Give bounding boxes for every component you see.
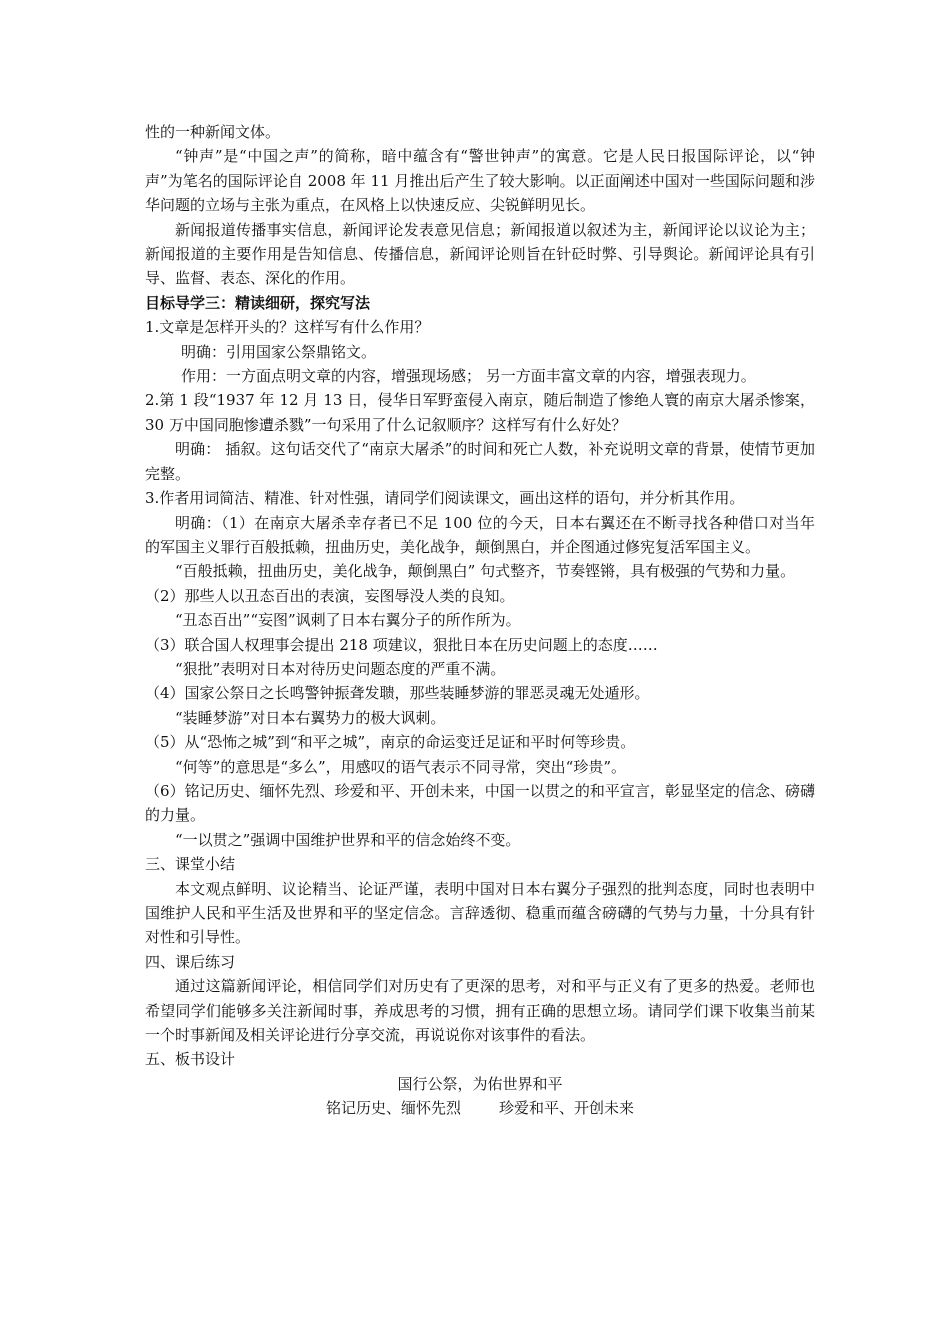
question-2: 2.第 1 段“1937 年 12 月 13 日，侵华日军野蛮侵入南京，随后制造了惨绝人寰的南京大屠杀惨案，30 万中国同胞惨遭杀戮”一句采用了什么记叙顺序？这样写有什么好处？ bbox=[145, 391, 815, 434]
section-heading-board: 五、板书设计 bbox=[145, 1050, 236, 1069]
answer-3-item-4: （4）国家公祭日之长鸣警钟振聋发聩，那些装睡梦游的罪恶灵魂无处遁形。 bbox=[145, 684, 650, 703]
board-title: 国行公祭，为佑世界和平 bbox=[397, 1074, 563, 1093]
answer-3-item-2-note: “丑态百出”“妄图”讽刺了日本右翼分子的所作所为。 bbox=[175, 611, 521, 630]
board-line bbox=[145, 1096, 815, 1120]
document-page bbox=[145, 120, 815, 1121]
exercise-text: 通过这篇新闻评论，相信同学们对历史有了更深的思考，对和平与正义有了更多的热爱。老师也希望同学们能够多关注新闻时事，养成思考的习惯，拥有正确的思想立场。请同学们课下收集当前某一个时事新闻及相关评论进行分享交流，再说说你对该事件的看法。 bbox=[145, 977, 815, 1045]
answer-3-item-5-note: “何等”的意思是“多么”，用感叹的语气表示不同寻常，突出“珍贵”。 bbox=[175, 757, 627, 776]
answer-3-item-6: （6）铭记历史、缅怀先烈、珍爱和平、开创未来，中国一以贯之的和平宣言，彰显坚定的信念、磅礴的力量。 bbox=[145, 781, 815, 825]
answer-3-item-3-note: “狠批”表明对日本对待历史问题态度的严重不满。 bbox=[175, 659, 506, 678]
answer-3-item-6-note: “一以贯之”强调中国维护世界和平的信念始终不变。 bbox=[175, 830, 521, 849]
paragraph-continuation: 性的一种新闻文体。 bbox=[145, 123, 281, 141]
answer-3-item-4-note: “装睡梦游”对日本右翼势力的极大讽刺。 bbox=[175, 708, 446, 727]
answer-3-item-3: （3）联合国人权理事会提出 218 项建议，狠批日本在历史问题上的态度…… bbox=[145, 635, 658, 654]
section-heading-goal3: 目标导学三：精读细研，探究写法 bbox=[145, 293, 371, 312]
answer-3-item-1-note: “百般抵赖，扭曲历史，美化战争，颠倒黑白” 句式整齐，节奏铿锵，具有极强的气势和力量。 bbox=[175, 562, 796, 581]
answer-3-item-1: 明确：（1）在南京大屠杀幸存者已不足 100 位的今天，日本右翼还在不断寻找各种借口对当年的军国主义罪行百般抵赖，扭曲历史，美化战争，颠倒黑白，并企图通过修宪复活军国主义。 bbox=[145, 513, 815, 556]
section-heading-summary: 三、课堂小结 bbox=[145, 855, 236, 874]
paragraph-news-vs-comment: 新闻报道传播事实信息，新闻评论发表意见信息；新闻报道以叙述为主，新闻评论以议论为主；新闻报道的主要作用是告知信息、传播信息，新闻评论则旨在针砭时弊、引导舆论。新闻评论具有引导、监督、表态、深化的作用。 bbox=[145, 220, 815, 288]
summary-text: 本文观点鲜明、议论精当、论证严谨，表明中国对日本右翼分子强烈的批判态度，同时也表明中国维护人民和平生活及世界和平的坚定信念。言辞透彻、稳重而蕴含磅礴的气势与力量，十分具有针对性和引导性。 bbox=[145, 879, 815, 947]
board-left: 铭记历史、缅怀先烈 bbox=[325, 1099, 461, 1118]
board-right: 珍爱和平、开创未来 bbox=[499, 1099, 635, 1118]
answer-3-item-2: （2）那些人以丑态百出的表演，妄图辱没人类的良知。 bbox=[145, 586, 515, 605]
answer-1-effect: 作用：一方面点明文章的内容，增强现场感； 另一方面丰富文章的内容，增强表现力。 bbox=[181, 367, 756, 386]
question-3: 3.作者用词简洁、精准、针对性强，请同学们阅读课文，画出这样的语句，并分析其作用。 bbox=[145, 489, 745, 508]
paragraph-zhongsheng: “钟声”是“中国之声”的简称，暗中蕴含有“警世钟声”的寓意。它是人民日报国际评论，以“钟声”为笔名的国际评论自 2008 年 11 月推出后产生了较大影响。以正面阐述中国对一些国际问题和涉华问题的立场与主张为重点，在风格上以快速反应、尖锐鲜明见长。 bbox=[145, 147, 815, 215]
section-heading-exercise: 四、课后练习 bbox=[145, 952, 236, 971]
answer-3-item-5: （5）从“恐怖之城”到“和平之城”，南京的命运变迁足证和平时何等珍贵。 bbox=[145, 733, 636, 752]
question-1: 1.文章是怎样开头的？这样写有什么作用？ bbox=[145, 318, 430, 337]
answer-1-clarify: 明确：引用国家公祭鼎铭文。 bbox=[181, 342, 377, 361]
answer-2: 明确： 插叙。这句话交代了“南京大屠杀”的时间和死亡人数，补充说明文章的背景，使情节更加完整。 bbox=[145, 440, 815, 483]
